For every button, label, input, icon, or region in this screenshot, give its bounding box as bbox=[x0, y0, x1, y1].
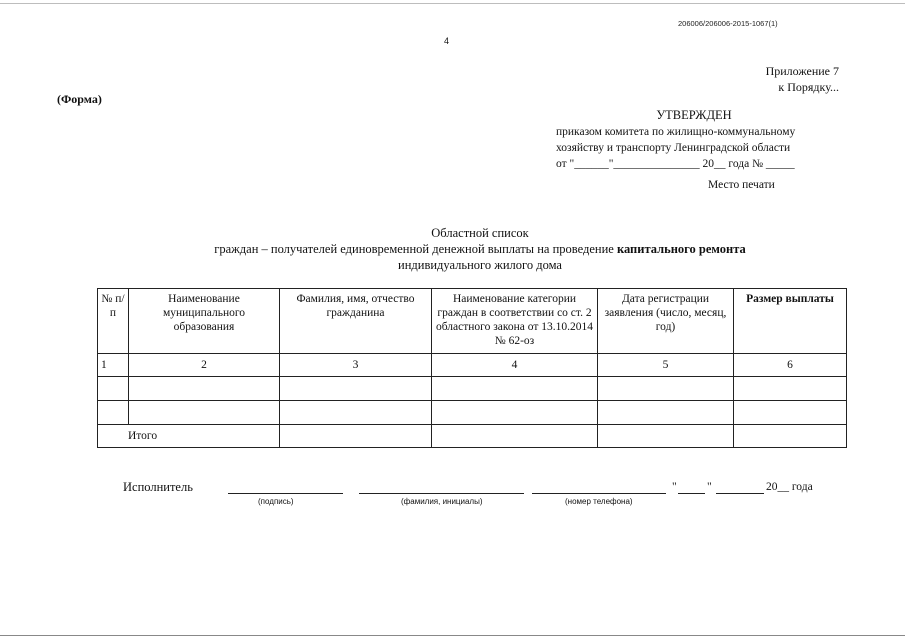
appendix-line-2: к Порядку... bbox=[778, 80, 839, 94]
table-row bbox=[98, 401, 847, 425]
date-day-line[interactable] bbox=[678, 493, 705, 494]
column-number-cell: 2 bbox=[129, 354, 280, 377]
title-line-3: индивидуального жилого дома bbox=[398, 258, 562, 272]
title-line-1: Областной список bbox=[431, 226, 529, 240]
signature-caption: (подпись) bbox=[258, 497, 294, 506]
approval-line-1: приказом комитета по жилищно-коммунальному bbox=[556, 126, 796, 138]
phone-caption: (номер телефона) bbox=[565, 497, 633, 506]
header-full-name: Фамилия, имя, отчество гражданина bbox=[280, 289, 432, 354]
executor-label: Исполнитель bbox=[123, 480, 193, 494]
table-row bbox=[98, 377, 847, 401]
table-cell[interactable] bbox=[432, 377, 598, 401]
approval-line-3: от "______"_______________ 20__ года № _____ bbox=[556, 158, 795, 170]
scan-artifact-top bbox=[0, 3, 905, 4]
table-cell[interactable] bbox=[280, 401, 432, 425]
total-label: Итого bbox=[98, 425, 280, 448]
signature-line[interactable] bbox=[228, 493, 343, 494]
title-line-2 bbox=[150, 241, 810, 257]
approval-block bbox=[556, 107, 832, 172]
date-month-line[interactable] bbox=[716, 493, 764, 494]
name-caption: (фамилия, инициалы) bbox=[401, 497, 483, 506]
table-header-row bbox=[98, 289, 847, 354]
table-cell[interactable] bbox=[734, 377, 847, 401]
header-payment-amount: Размер выплаты bbox=[734, 289, 847, 354]
table-cell[interactable] bbox=[432, 425, 598, 448]
column-number-cell: 3 bbox=[280, 354, 432, 377]
appendix-note bbox=[766, 63, 839, 95]
name-line[interactable] bbox=[359, 493, 524, 494]
header-municipality: Наименование муниципального образования bbox=[129, 289, 280, 354]
seal-place: Место печати bbox=[708, 179, 775, 191]
date-quote-close: " bbox=[707, 481, 712, 493]
scan-artifact-bottom bbox=[0, 635, 905, 636]
table-cell[interactable] bbox=[734, 401, 847, 425]
date-year-text: 20__ года bbox=[766, 481, 813, 493]
appendix-line-1: Приложение 7 bbox=[765, 64, 839, 78]
table-cell[interactable] bbox=[598, 377, 734, 401]
column-number-cell: 6 bbox=[734, 354, 847, 377]
recipients-table bbox=[97, 288, 847, 448]
table-cell[interactable] bbox=[598, 401, 734, 425]
page-number: 4 bbox=[444, 36, 450, 46]
header-category: Наименование категории граждан в соответствии со ст. 2 областного закона от 13.10.2014 № 62-оз bbox=[432, 289, 598, 354]
title-line-2-bold: капитального ремонта bbox=[616, 242, 746, 256]
table-cell[interactable] bbox=[129, 377, 280, 401]
table-cell[interactable] bbox=[98, 401, 129, 425]
phone-line[interactable] bbox=[532, 493, 666, 494]
table-column-numbers-row bbox=[98, 354, 847, 377]
table-cell[interactable] bbox=[129, 401, 280, 425]
title-line-2-plain: граждан – получателей единовременной денежной выплаты на проведение bbox=[214, 242, 617, 256]
date-quote-open: " bbox=[672, 481, 677, 493]
column-number-cell: 5 bbox=[598, 354, 734, 377]
approval-title: УТВЕРЖДЕН bbox=[656, 108, 732, 122]
header-number: № п/п bbox=[98, 289, 129, 354]
document-id: 206006/206006-2015-1067(1) bbox=[678, 19, 778, 28]
approval-line-2: хозяйству и транспорту Ленинградской области bbox=[556, 142, 791, 154]
table-cell[interactable] bbox=[598, 425, 734, 448]
table-cell[interactable] bbox=[98, 377, 129, 401]
column-number-cell: 4 bbox=[432, 354, 598, 377]
table-cell[interactable] bbox=[280, 425, 432, 448]
column-number-cell: 1 bbox=[98, 354, 129, 377]
table-cell[interactable] bbox=[280, 377, 432, 401]
header-registration-date: Дата регистрации заявления (число, месяц, год) bbox=[598, 289, 734, 354]
form-label: (Форма) bbox=[57, 92, 102, 106]
document-title bbox=[150, 225, 810, 273]
table-total-row bbox=[98, 425, 847, 448]
table-cell[interactable] bbox=[432, 401, 598, 425]
table-cell[interactable] bbox=[734, 425, 847, 448]
